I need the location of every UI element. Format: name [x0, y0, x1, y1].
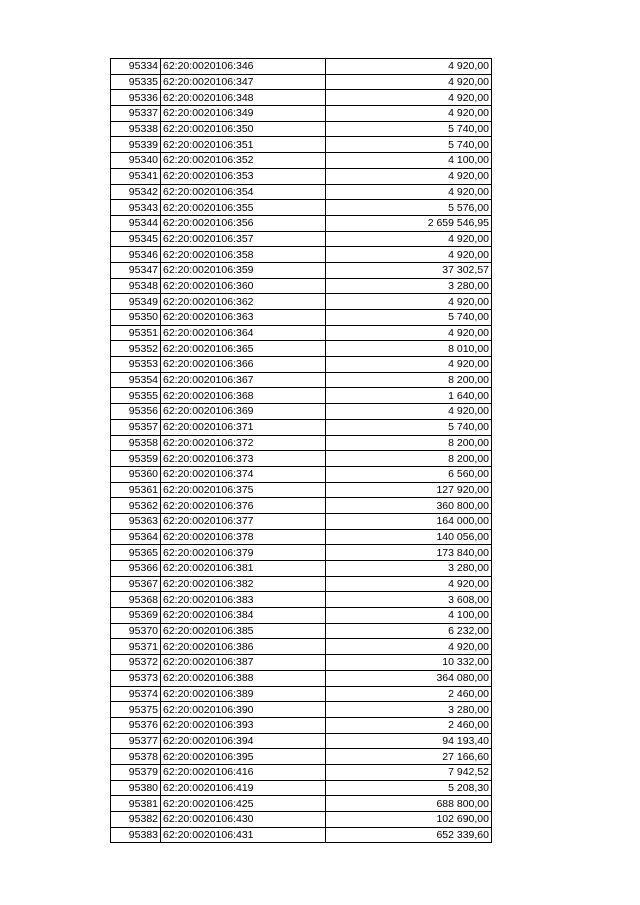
- cadastral-number-cell: 62:20:0020106:357: [161, 231, 326, 247]
- value-cell: 5 740,00: [326, 310, 492, 326]
- cadastral-number-cell: 62:20:0020106:385: [161, 623, 326, 639]
- table-row: [111, 623, 492, 639]
- row-number-cell: 95380: [111, 780, 161, 796]
- table-row: [111, 451, 492, 467]
- table-row: [111, 278, 492, 294]
- value-cell: 3 608,00: [326, 592, 492, 608]
- table-row: [111, 341, 492, 357]
- table-row: [111, 608, 492, 624]
- cadastral-number-cell: 62:20:0020106:365: [161, 341, 326, 357]
- row-number-cell: 95342: [111, 184, 161, 200]
- cadastral-number-cell: 62:20:0020106:358: [161, 247, 326, 263]
- table-row: [111, 294, 492, 310]
- value-cell: 8 200,00: [326, 372, 492, 388]
- cadastral-number-cell: 62:20:0020106:362: [161, 294, 326, 310]
- value-cell: 4 920,00: [326, 357, 492, 373]
- cadastral-number-cell: 62:20:0020106:354: [161, 184, 326, 200]
- value-cell: 5 576,00: [326, 200, 492, 216]
- cadastral-value-table: [110, 58, 492, 843]
- cadastral-number-cell: 62:20:0020106:352: [161, 153, 326, 169]
- row-number-cell: 95375: [111, 702, 161, 718]
- row-number-cell: 95345: [111, 231, 161, 247]
- row-number-cell: 95363: [111, 513, 161, 529]
- cadastral-number-cell: 62:20:0020106:373: [161, 451, 326, 467]
- table-row: [111, 184, 492, 200]
- row-number-cell: 95354: [111, 372, 161, 388]
- table-row: [111, 388, 492, 404]
- row-number-cell: 95356: [111, 404, 161, 420]
- value-cell: 4 920,00: [326, 576, 492, 592]
- row-number-cell: 95334: [111, 59, 161, 75]
- table-row: [111, 59, 492, 75]
- value-cell: 5 208,30: [326, 780, 492, 796]
- value-cell: 3 280,00: [326, 702, 492, 718]
- value-cell: 5 740,00: [326, 419, 492, 435]
- cadastral-number-cell: 62:20:0020106:382: [161, 576, 326, 592]
- row-number-cell: 95336: [111, 90, 161, 106]
- row-number-cell: 95368: [111, 592, 161, 608]
- value-cell: 4 920,00: [326, 639, 492, 655]
- table-row: [111, 482, 492, 498]
- table-row: [111, 466, 492, 482]
- value-cell: 4 100,00: [326, 608, 492, 624]
- table-row: [111, 247, 492, 263]
- value-cell: 8 010,00: [326, 341, 492, 357]
- row-number-cell: 95353: [111, 357, 161, 373]
- value-cell: 3 280,00: [326, 278, 492, 294]
- cadastral-number-cell: 62:20:0020106:355: [161, 200, 326, 216]
- value-cell: 102 690,00: [326, 812, 492, 828]
- table-row: [111, 733, 492, 749]
- table-row: [111, 498, 492, 514]
- row-number-cell: 95335: [111, 74, 161, 90]
- row-number-cell: 95373: [111, 670, 161, 686]
- table-row: [111, 90, 492, 106]
- value-cell: 4 920,00: [326, 59, 492, 75]
- table-row: [111, 545, 492, 561]
- table-row: [111, 357, 492, 373]
- table-row: [111, 780, 492, 796]
- cadastral-number-cell: 62:20:0020106:353: [161, 168, 326, 184]
- table-row: [111, 639, 492, 655]
- value-cell: 688 800,00: [326, 796, 492, 812]
- table-row: [111, 74, 492, 90]
- table-row: [111, 325, 492, 341]
- value-cell: 2 659 546,95: [326, 215, 492, 231]
- row-number-cell: 95341: [111, 168, 161, 184]
- row-number-cell: 95347: [111, 262, 161, 278]
- cadastral-number-cell: 62:20:0020106:419: [161, 780, 326, 796]
- table-row: [111, 513, 492, 529]
- value-cell: 4 920,00: [326, 90, 492, 106]
- table-row: [111, 200, 492, 216]
- cadastral-number-cell: 62:20:0020106:366: [161, 357, 326, 373]
- row-number-cell: 95344: [111, 215, 161, 231]
- value-cell: 360 800,00: [326, 498, 492, 514]
- value-cell: 2 460,00: [326, 686, 492, 702]
- row-number-cell: 95372: [111, 655, 161, 671]
- cadastral-number-cell: 62:20:0020106:381: [161, 561, 326, 577]
- value-cell: 364 080,00: [326, 670, 492, 686]
- row-number-cell: 95374: [111, 686, 161, 702]
- value-cell: 10 332,00: [326, 655, 492, 671]
- value-cell: 4 920,00: [326, 106, 492, 122]
- table-row: [111, 827, 492, 843]
- cadastral-number-cell: 62:20:0020106:394: [161, 733, 326, 749]
- row-number-cell: 95350: [111, 310, 161, 326]
- value-cell: 173 840,00: [326, 545, 492, 561]
- table-row: [111, 764, 492, 780]
- value-cell: 5 740,00: [326, 121, 492, 137]
- row-number-cell: 95369: [111, 608, 161, 624]
- row-number-cell: 95352: [111, 341, 161, 357]
- cadastral-number-cell: 62:20:0020106:360: [161, 278, 326, 294]
- value-cell: 4 920,00: [326, 231, 492, 247]
- row-number-cell: 95379: [111, 764, 161, 780]
- row-number-cell: 95340: [111, 153, 161, 169]
- row-number-cell: 95365: [111, 545, 161, 561]
- table-row: [111, 812, 492, 828]
- cadastral-number-cell: 62:20:0020106:350: [161, 121, 326, 137]
- row-number-cell: 95376: [111, 717, 161, 733]
- table-row: [111, 262, 492, 278]
- table-row: [111, 121, 492, 137]
- row-number-cell: 95383: [111, 827, 161, 843]
- row-number-cell: 95371: [111, 639, 161, 655]
- table-row: [111, 576, 492, 592]
- value-cell: 4 920,00: [326, 74, 492, 90]
- row-number-cell: 95349: [111, 294, 161, 310]
- row-number-cell: 95346: [111, 247, 161, 263]
- cadastral-number-cell: 62:20:0020106:387: [161, 655, 326, 671]
- table-row: [111, 106, 492, 122]
- cadastral-number-cell: 62:20:0020106:393: [161, 717, 326, 733]
- cadastral-number-cell: 62:20:0020106:359: [161, 262, 326, 278]
- table-row: [111, 670, 492, 686]
- table-row: [111, 435, 492, 451]
- table-row: [111, 686, 492, 702]
- table-row: [111, 419, 492, 435]
- table-row: [111, 592, 492, 608]
- table-row: [111, 137, 492, 153]
- value-cell: 4 100,00: [326, 153, 492, 169]
- cadastral-number-cell: 62:20:0020106:367: [161, 372, 326, 388]
- table-row: [111, 310, 492, 326]
- row-number-cell: 95367: [111, 576, 161, 592]
- row-number-cell: 95378: [111, 749, 161, 765]
- cadastral-number-cell: 62:20:0020106:390: [161, 702, 326, 718]
- cadastral-number-cell: 62:20:0020106:346: [161, 59, 326, 75]
- table-row: [111, 404, 492, 420]
- cadastral-number-cell: 62:20:0020106:371: [161, 419, 326, 435]
- cadastral-number-cell: 62:20:0020106:384: [161, 608, 326, 624]
- row-number-cell: 95382: [111, 812, 161, 828]
- cadastral-number-cell: 62:20:0020106:372: [161, 435, 326, 451]
- row-number-cell: 95339: [111, 137, 161, 153]
- table-row: [111, 749, 492, 765]
- cadastral-number-cell: 62:20:0020106:376: [161, 498, 326, 514]
- cadastral-number-cell: 62:20:0020106:386: [161, 639, 326, 655]
- cadastral-number-cell: 62:20:0020106:369: [161, 404, 326, 420]
- table-row: [111, 529, 492, 545]
- cadastral-number-cell: 62:20:0020106:431: [161, 827, 326, 843]
- cadastral-number-cell: 62:20:0020106:388: [161, 670, 326, 686]
- cadastral-number-cell: 62:20:0020106:375: [161, 482, 326, 498]
- table-row: [111, 231, 492, 247]
- table-row: [111, 655, 492, 671]
- cadastral-number-cell: 62:20:0020106:430: [161, 812, 326, 828]
- row-number-cell: 95351: [111, 325, 161, 341]
- value-cell: 94 193,40: [326, 733, 492, 749]
- value-cell: 164 000,00: [326, 513, 492, 529]
- cadastral-number-cell: 62:20:0020106:425: [161, 796, 326, 812]
- cadastral-number-cell: 62:20:0020106:395: [161, 749, 326, 765]
- value-cell: 8 200,00: [326, 451, 492, 467]
- value-cell: 27 166,60: [326, 749, 492, 765]
- cadastral-number-cell: 62:20:0020106:378: [161, 529, 326, 545]
- value-cell: 4 920,00: [326, 404, 492, 420]
- cadastral-number-cell: 62:20:0020106:379: [161, 545, 326, 561]
- cadastral-number-cell: 62:20:0020106:347: [161, 74, 326, 90]
- value-cell: 7 942,52: [326, 764, 492, 780]
- cadastral-number-cell: 62:20:0020106:416: [161, 764, 326, 780]
- table-row: [111, 215, 492, 231]
- value-cell: 4 920,00: [326, 325, 492, 341]
- row-number-cell: 95364: [111, 529, 161, 545]
- row-number-cell: 95343: [111, 200, 161, 216]
- table-row: [111, 168, 492, 184]
- cadastral-number-cell: 62:20:0020106:363: [161, 310, 326, 326]
- row-number-cell: 95370: [111, 623, 161, 639]
- cadastral-number-cell: 62:20:0020106:349: [161, 106, 326, 122]
- value-cell: 4 920,00: [326, 168, 492, 184]
- table-row: [111, 717, 492, 733]
- cadastral-number-cell: 62:20:0020106:364: [161, 325, 326, 341]
- cadastral-number-cell: 62:20:0020106:356: [161, 215, 326, 231]
- value-cell: 652 339,60: [326, 827, 492, 843]
- row-number-cell: 95337: [111, 106, 161, 122]
- row-number-cell: 95381: [111, 796, 161, 812]
- cadastral-number-cell: 62:20:0020106:348: [161, 90, 326, 106]
- row-number-cell: 95338: [111, 121, 161, 137]
- table-body: [111, 59, 492, 843]
- cadastral-number-cell: 62:20:0020106:377: [161, 513, 326, 529]
- value-cell: 6 560,00: [326, 466, 492, 482]
- row-number-cell: 95366: [111, 561, 161, 577]
- cadastral-number-cell: 62:20:0020106:383: [161, 592, 326, 608]
- row-number-cell: 95359: [111, 451, 161, 467]
- value-cell: 8 200,00: [326, 435, 492, 451]
- row-number-cell: 95358: [111, 435, 161, 451]
- row-number-cell: 95361: [111, 482, 161, 498]
- value-cell: 4 920,00: [326, 247, 492, 263]
- cadastral-number-cell: 62:20:0020106:389: [161, 686, 326, 702]
- table-row: [111, 796, 492, 812]
- table-row: [111, 153, 492, 169]
- cadastral-number-cell: 62:20:0020106:368: [161, 388, 326, 404]
- row-number-cell: 95355: [111, 388, 161, 404]
- value-cell: 3 280,00: [326, 561, 492, 577]
- value-cell: 4 920,00: [326, 294, 492, 310]
- row-number-cell: 95362: [111, 498, 161, 514]
- row-number-cell: 95348: [111, 278, 161, 294]
- table-row: [111, 372, 492, 388]
- value-cell: 127 920,00: [326, 482, 492, 498]
- value-cell: 37 302,57: [326, 262, 492, 278]
- table-row: [111, 702, 492, 718]
- cadastral-number-cell: 62:20:0020106:351: [161, 137, 326, 153]
- value-cell: 4 920,00: [326, 184, 492, 200]
- value-cell: 2 460,00: [326, 717, 492, 733]
- value-cell: 5 740,00: [326, 137, 492, 153]
- row-number-cell: 95360: [111, 466, 161, 482]
- value-cell: 6 232,00: [326, 623, 492, 639]
- row-number-cell: 95377: [111, 733, 161, 749]
- value-cell: 1 640,00: [326, 388, 492, 404]
- table-row: [111, 561, 492, 577]
- cadastral-number-cell: 62:20:0020106:374: [161, 466, 326, 482]
- value-cell: 140 056,00: [326, 529, 492, 545]
- row-number-cell: 95357: [111, 419, 161, 435]
